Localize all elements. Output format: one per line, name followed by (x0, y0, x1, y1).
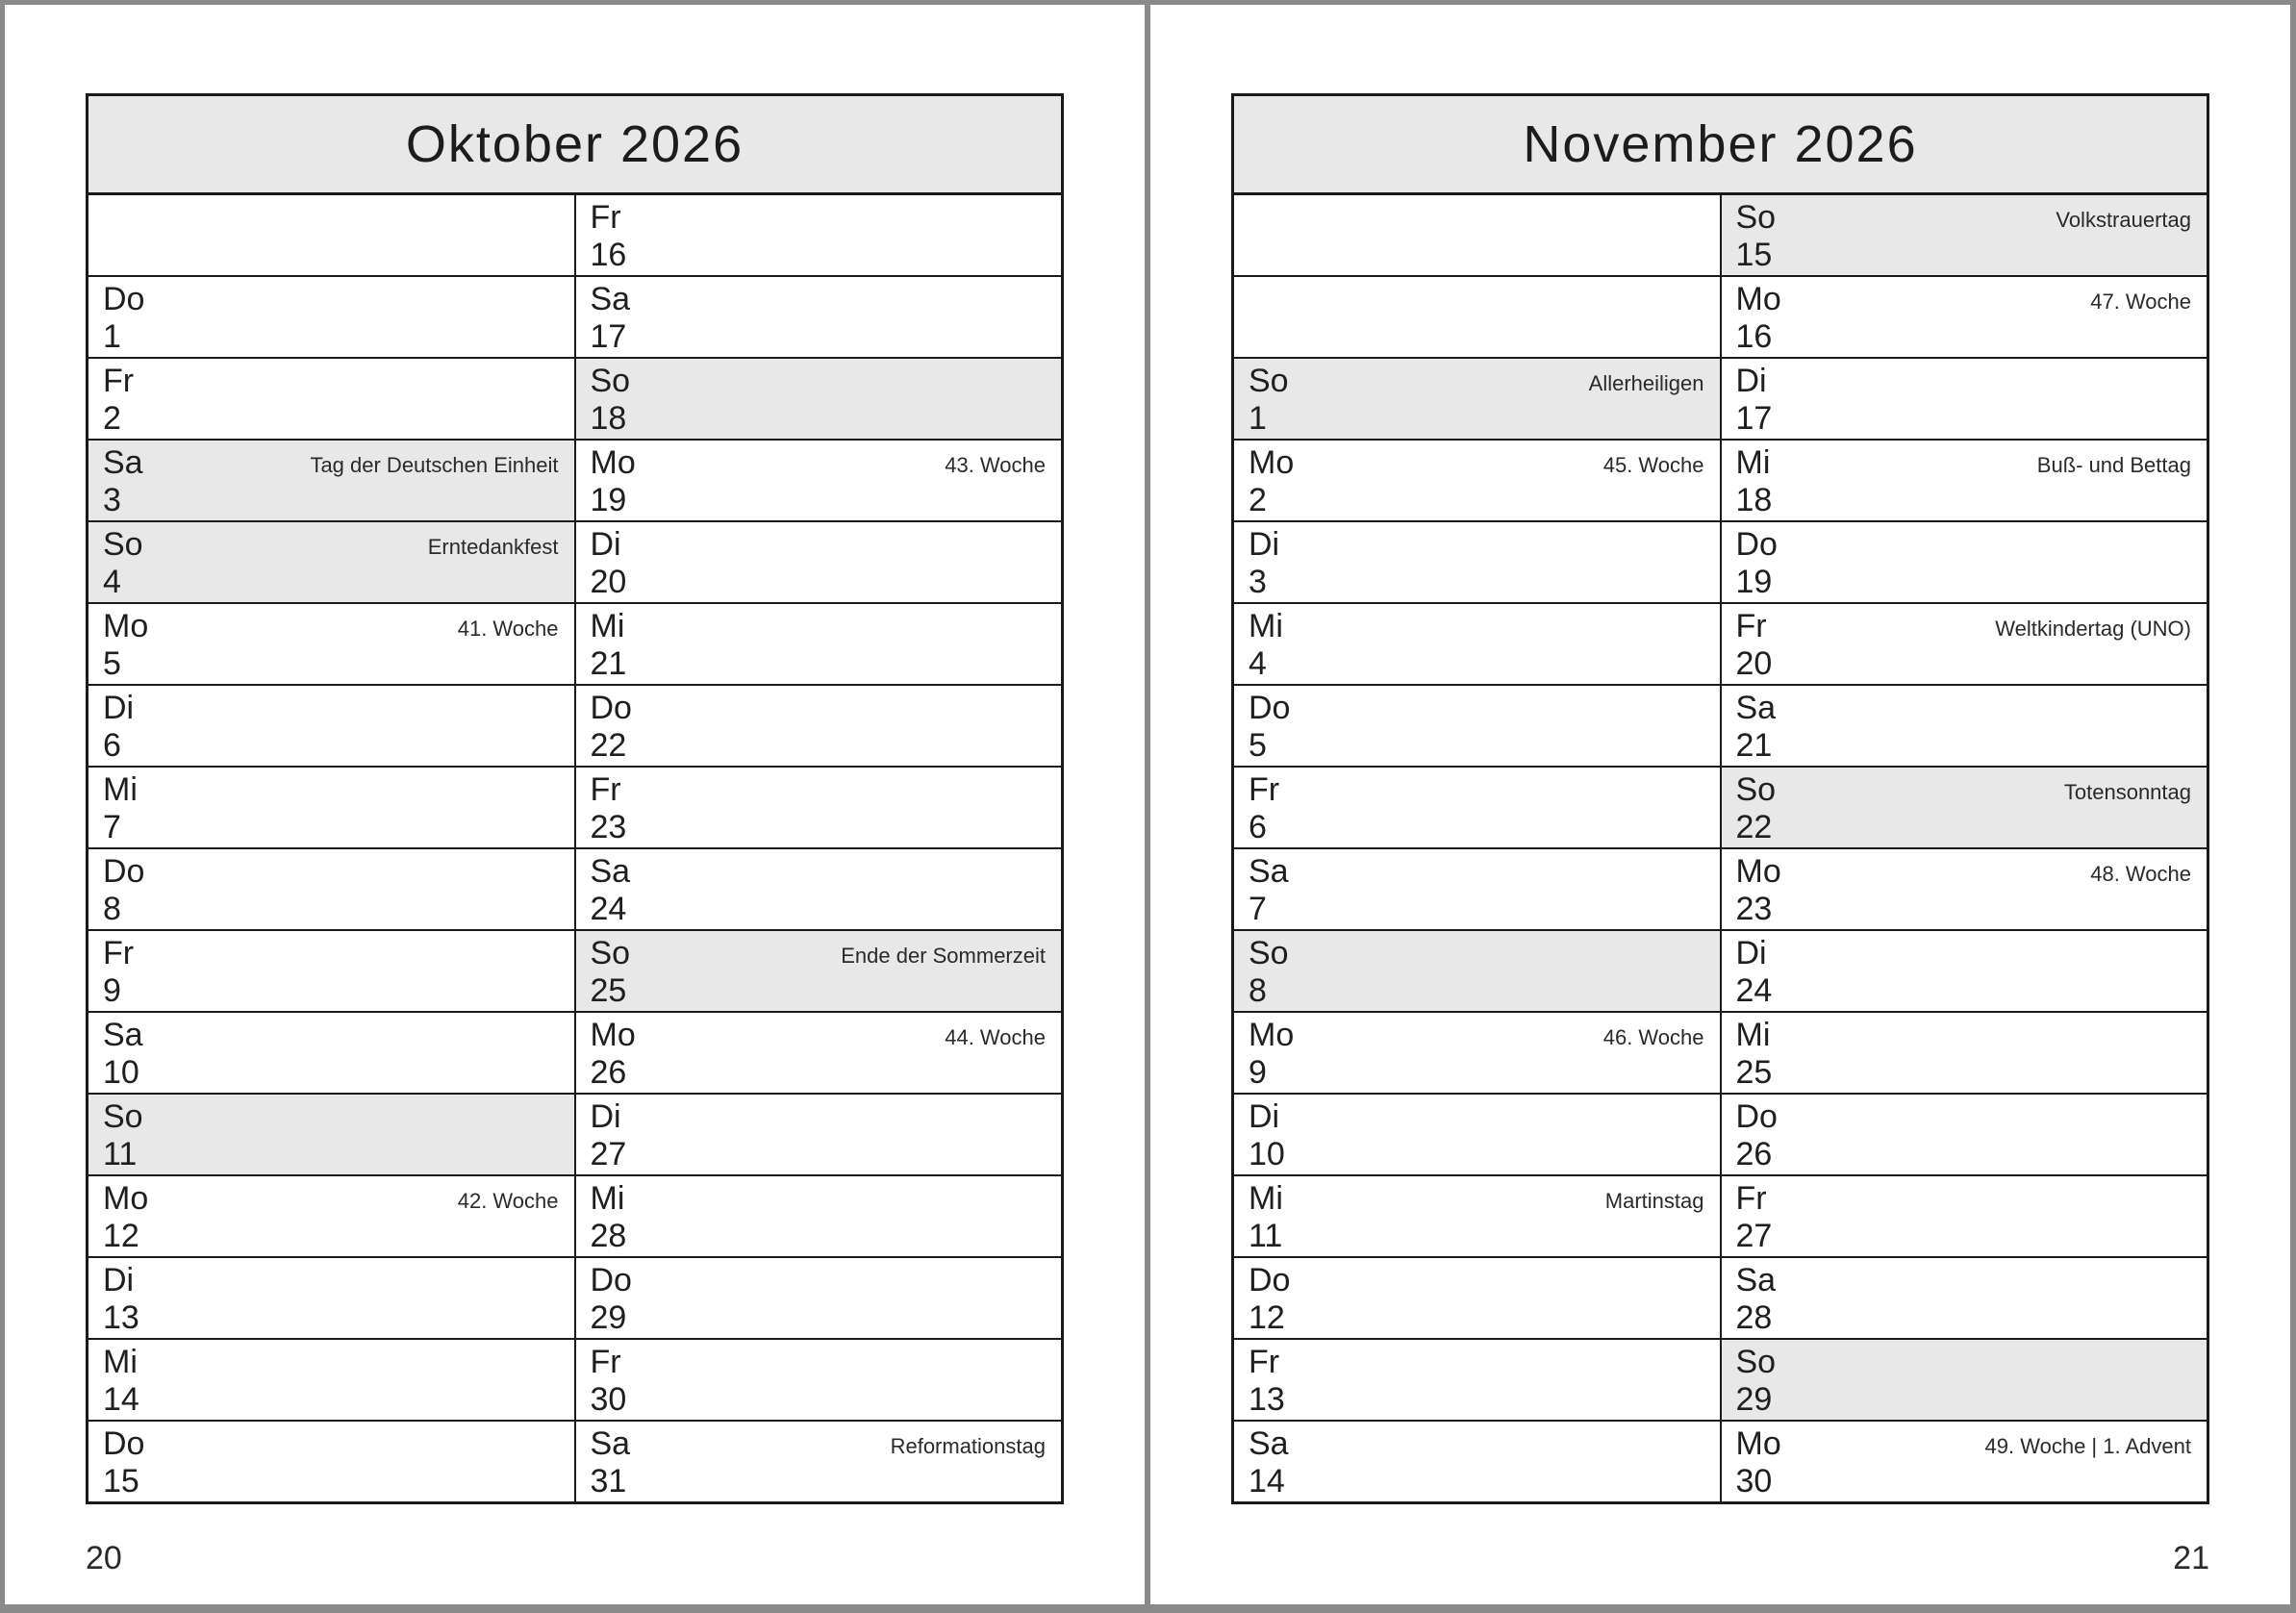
day-number: 25 (1735, 1054, 1773, 1091)
day-cell (1234, 768, 1722, 847)
day-cell (576, 604, 1062, 684)
day-cell (88, 441, 576, 520)
day-abbr: Fr (590, 1344, 621, 1380)
day-number: 2 (1249, 482, 1267, 518)
day-cell (576, 686, 1062, 766)
day-abbr: Do (103, 1425, 145, 1462)
day-cell (576, 277, 1062, 357)
day-cell (88, 1095, 576, 1174)
day-cell (1722, 195, 2208, 275)
day-number: 4 (1249, 645, 1267, 682)
day-abbr: Mi (1249, 1180, 1283, 1217)
day-cell (1234, 1013, 1722, 1093)
day-note: Totensonntag (2063, 780, 2191, 804)
day-abbr: So (1249, 363, 1289, 399)
calendar-row (88, 1340, 1061, 1422)
month-title: November 2026 (1234, 96, 2207, 195)
day-abbr: Sa (1735, 1262, 1777, 1298)
day-number: 22 (590, 727, 627, 764)
day-number: 20 (590, 564, 627, 600)
day-number: 11 (1249, 1218, 1283, 1254)
day-cell (576, 1258, 1062, 1338)
day-number: 4 (103, 564, 121, 600)
calendar-rows (1234, 195, 2207, 1501)
day-cell (1234, 1176, 1722, 1256)
day-abbr: Do (103, 281, 145, 317)
day-cell (1722, 768, 2208, 847)
day-number: 24 (590, 891, 627, 927)
calendar-rows (88, 195, 1061, 1501)
day-note: Volkstrauertag (2056, 208, 2191, 232)
day-number: 24 (1735, 972, 1773, 1009)
day-cell (88, 522, 576, 602)
day-cell (1234, 359, 1722, 439)
day-cell (1722, 359, 2208, 439)
day-abbr: So (590, 935, 631, 971)
day-abbr: Di (103, 690, 135, 726)
day-cell (1722, 1340, 2208, 1420)
calendar-row (88, 1422, 1061, 1501)
day-abbr: So (590, 363, 631, 399)
day-abbr: Mi (1735, 1017, 1771, 1053)
day-abbr: Sa (590, 853, 631, 890)
day-cell (88, 931, 576, 1011)
day-note: 48. Woche (2090, 862, 2191, 886)
day-abbr: Fr (103, 935, 135, 971)
day-number: 26 (590, 1054, 627, 1091)
day-abbr: Mo (103, 608, 149, 644)
day-note: Allerheiligen (1588, 371, 1704, 395)
day-number: 10 (1249, 1136, 1285, 1172)
day-number: 30 (1735, 1463, 1773, 1500)
calendar-row (1234, 195, 2207, 277)
day-number: 20 (1735, 645, 1773, 682)
day-number: 11 (103, 1136, 138, 1172)
day-number: 8 (1249, 972, 1267, 1009)
calendar-row (1234, 1422, 2207, 1501)
day-abbr: So (1735, 1344, 1777, 1380)
calendar-row (88, 359, 1061, 441)
calendar-row (88, 1013, 1061, 1095)
day-number: 14 (103, 1381, 139, 1418)
day-number: 25 (590, 972, 627, 1009)
calendar-row (88, 522, 1061, 604)
calendar-row (88, 195, 1061, 277)
day-number: 26 (1735, 1136, 1773, 1172)
day-note: 47. Woche (2090, 290, 2191, 314)
day-number: 23 (1735, 891, 1773, 927)
calendar-row (88, 1095, 1061, 1176)
calendar-row (88, 277, 1061, 359)
day-note: 45. Woche (1602, 453, 1704, 477)
day-cell (1722, 1176, 2208, 1256)
day-cell (1234, 195, 1722, 275)
day-abbr: Fr (1249, 1344, 1280, 1380)
day-number: 23 (590, 809, 627, 845)
day-abbr: Fr (590, 771, 621, 808)
day-cell (1234, 441, 1722, 520)
day-cell (1722, 1422, 2208, 1501)
calendar-row (1234, 686, 2207, 768)
day-abbr: Di (1249, 526, 1280, 563)
calendar-row (1234, 768, 2207, 849)
day-number: 5 (1249, 727, 1267, 764)
day-number: 17 (1735, 400, 1773, 437)
day-number: 31 (590, 1463, 627, 1500)
day-number: 6 (1249, 809, 1267, 845)
day-number: 3 (103, 482, 121, 518)
day-cell (1234, 604, 1722, 684)
calendar-row (88, 441, 1061, 522)
day-number: 19 (590, 482, 627, 518)
day-number: 28 (1735, 1299, 1773, 1336)
day-number: 9 (103, 972, 121, 1009)
calendar-row (1234, 1095, 2207, 1176)
day-cell (1234, 1340, 1722, 1420)
day-cell (88, 195, 576, 275)
day-number: 6 (103, 727, 121, 764)
day-note: 42. Woche (457, 1189, 559, 1213)
day-abbr: Mo (103, 1180, 149, 1217)
day-abbr: Sa (1249, 853, 1289, 890)
calendar-row (1234, 1340, 2207, 1422)
day-cell (576, 522, 1062, 602)
day-cell (1722, 1095, 2208, 1174)
day-number: 3 (1249, 564, 1267, 600)
day-cell (576, 1095, 1062, 1174)
day-number: 14 (1249, 1463, 1285, 1500)
day-abbr: Mi (1735, 444, 1771, 481)
day-note: 46. Woche (1602, 1025, 1704, 1049)
day-cell (576, 1176, 1062, 1256)
day-number: 19 (1735, 564, 1773, 600)
calendar-row (88, 604, 1061, 686)
day-abbr: Sa (1735, 690, 1777, 726)
day-abbr: Sa (590, 1425, 631, 1462)
day-cell (576, 1013, 1062, 1093)
day-note: Reformationstag (890, 1434, 1046, 1458)
day-number: 12 (103, 1218, 139, 1254)
day-cell (576, 441, 1062, 520)
day-abbr: Fr (590, 199, 621, 236)
day-number: 9 (1249, 1054, 1267, 1091)
day-abbr: Sa (103, 444, 143, 481)
day-abbr: Sa (1249, 1425, 1289, 1462)
month-title: Oktober 2026 (88, 96, 1061, 195)
calendar-row (1234, 359, 2207, 441)
day-cell (1234, 1258, 1722, 1338)
day-cell (1234, 522, 1722, 602)
day-cell (88, 768, 576, 847)
day-abbr: Di (1735, 935, 1767, 971)
day-number: 10 (103, 1054, 139, 1091)
day-abbr: So (103, 526, 143, 563)
day-cell (1234, 931, 1722, 1011)
day-number: 8 (103, 891, 121, 927)
day-cell (576, 195, 1062, 275)
day-abbr: Mo (1249, 444, 1295, 481)
calendar-table-october (86, 93, 1064, 1504)
day-cell (1722, 1013, 2208, 1093)
day-note: Martinstag (1604, 1189, 1704, 1213)
day-cell (1234, 1095, 1722, 1174)
day-abbr: Do (590, 1262, 632, 1298)
day-abbr: Fr (1735, 608, 1767, 644)
day-abbr: Mo (1735, 281, 1781, 317)
day-cell (88, 686, 576, 766)
day-abbr: Di (103, 1262, 135, 1298)
day-number: 1 (1249, 400, 1267, 437)
day-cell (576, 1340, 1062, 1420)
day-cell (576, 849, 1062, 929)
calendar-table-november (1231, 93, 2209, 1504)
day-number: 17 (590, 318, 627, 355)
day-number: 18 (1735, 482, 1773, 518)
day-number: 29 (1735, 1381, 1773, 1418)
day-abbr: Mo (1735, 1425, 1781, 1462)
day-abbr: Mo (1249, 1017, 1295, 1053)
calendar-row (88, 1258, 1061, 1340)
day-abbr: Di (1735, 363, 1767, 399)
day-abbr: Mo (590, 444, 636, 481)
day-abbr: Do (590, 690, 632, 726)
day-abbr: Do (1249, 1262, 1291, 1298)
calendar-row (88, 768, 1061, 849)
day-cell (88, 1340, 576, 1420)
day-number: 13 (1249, 1381, 1285, 1418)
day-number: 15 (103, 1463, 139, 1500)
day-cell (576, 359, 1062, 439)
page-number: 20 (86, 1540, 122, 1576)
day-number: 28 (590, 1218, 627, 1254)
day-cell (88, 1176, 576, 1256)
day-cell (576, 768, 1062, 847)
day-number: 5 (103, 645, 121, 682)
day-cell (576, 1422, 1062, 1501)
day-cell (88, 604, 576, 684)
day-note: Ende der Sommerzeit (841, 944, 1046, 968)
day-abbr: Mi (590, 1180, 625, 1217)
calendar-row (1234, 441, 2207, 522)
day-note: Weltkindertag (UNO) (1995, 617, 2191, 641)
day-number: 1 (103, 318, 121, 355)
day-cell (88, 1013, 576, 1093)
calendar-row (88, 686, 1061, 768)
day-number: 2 (103, 400, 121, 437)
day-abbr: Mo (1735, 853, 1781, 890)
day-number: 21 (1735, 727, 1773, 764)
day-abbr: Fr (103, 363, 135, 399)
day-abbr: So (1735, 199, 1777, 236)
day-abbr: So (1735, 771, 1777, 808)
day-abbr: Mi (103, 1344, 138, 1380)
day-abbr: Do (1249, 690, 1291, 726)
day-cell (88, 277, 576, 357)
page-november (1150, 5, 2290, 1604)
day-note: 43. Woche (945, 453, 1046, 477)
day-abbr: Di (590, 526, 621, 563)
page-number: 21 (2173, 1540, 2209, 1576)
day-cell (1722, 1258, 2208, 1338)
day-number: 7 (1249, 891, 1267, 927)
day-note: 44. Woche (945, 1025, 1046, 1049)
day-note: 49. Woche | 1. Advent (1984, 1434, 2191, 1458)
day-cell (88, 849, 576, 929)
day-abbr: Mo (590, 1017, 636, 1053)
day-number: 7 (103, 809, 121, 845)
day-number: 15 (1735, 237, 1773, 273)
day-number: 27 (1735, 1218, 1773, 1254)
day-cell (88, 1258, 576, 1338)
day-abbr: Do (1735, 526, 1778, 563)
day-abbr: Mi (590, 608, 625, 644)
day-number: 30 (590, 1381, 627, 1418)
day-abbr: Do (1735, 1098, 1778, 1135)
day-cell (1234, 686, 1722, 766)
day-abbr: Fr (1735, 1180, 1767, 1217)
day-cell (1722, 441, 2208, 520)
day-abbr: Sa (103, 1017, 143, 1053)
calendar-row (1234, 849, 2207, 931)
calendar-row (1234, 931, 2207, 1013)
day-number: 27 (590, 1136, 627, 1172)
calendar-row (88, 931, 1061, 1013)
day-cell (88, 359, 576, 439)
day-number: 16 (590, 237, 627, 273)
day-number: 29 (590, 1299, 627, 1336)
day-cell (1722, 277, 2208, 357)
day-number: 16 (1735, 318, 1773, 355)
day-cell (1234, 849, 1722, 929)
day-abbr: Mi (103, 771, 138, 808)
day-abbr: Di (590, 1098, 621, 1135)
day-cell (1722, 931, 2208, 1011)
day-abbr: Sa (590, 281, 631, 317)
day-abbr: Di (1249, 1098, 1280, 1135)
calendar-row (1234, 604, 2207, 686)
page-october (5, 5, 1145, 1604)
calendar-row (1234, 277, 2207, 359)
day-note: Tag der Deutschen Einheit (310, 453, 559, 477)
day-cell (1234, 1422, 1722, 1501)
day-abbr: Fr (1249, 771, 1280, 808)
day-number: 12 (1249, 1299, 1285, 1336)
day-cell (1722, 849, 2208, 929)
day-note: 41. Woche (457, 617, 559, 641)
calendar-row (1234, 1258, 2207, 1340)
day-cell (576, 931, 1062, 1011)
day-note: Buß- und Bettag (2036, 453, 2191, 477)
day-abbr: So (103, 1098, 143, 1135)
day-abbr: So (1249, 935, 1289, 971)
day-number: 21 (590, 645, 627, 682)
day-cell (1722, 522, 2208, 602)
day-number: 13 (103, 1299, 139, 1336)
day-cell (1722, 686, 2208, 766)
day-abbr: Mi (1249, 608, 1283, 644)
day-cell (1234, 277, 1722, 357)
day-number: 18 (590, 400, 627, 437)
day-abbr: Do (103, 853, 145, 890)
day-cell (88, 1422, 576, 1501)
day-number: 22 (1735, 809, 1773, 845)
calendar-row (1234, 1013, 2207, 1095)
calendar-row (1234, 522, 2207, 604)
calendar-row (88, 849, 1061, 931)
day-cell (1722, 604, 2208, 684)
day-note: Erntedankfest (427, 535, 559, 559)
calendar-row (1234, 1176, 2207, 1258)
calendar-row (88, 1176, 1061, 1258)
